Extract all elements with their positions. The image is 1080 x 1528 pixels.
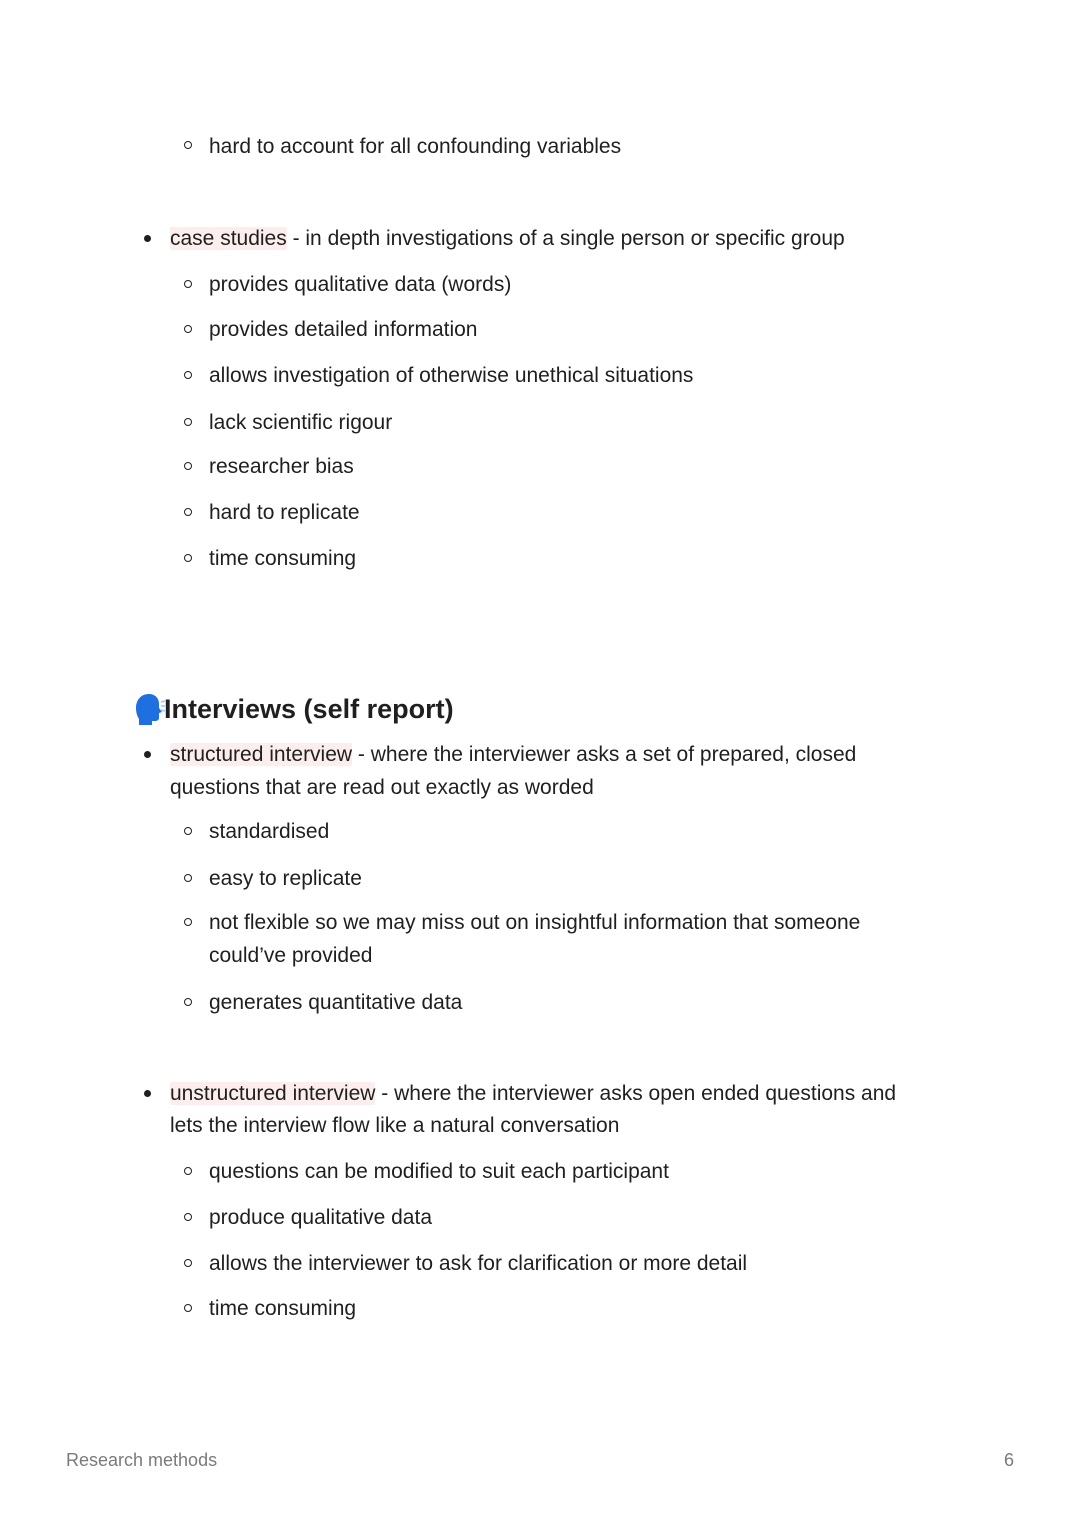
section-heading: Interviews (self report) [164, 694, 454, 724]
sub-bullet-icon [184, 1259, 192, 1267]
list-item: allows the interviewer to ask for clarification or more detail [209, 1252, 748, 1275]
list-item: standardised [209, 820, 330, 843]
structured-definition [170, 738, 856, 771]
sub-bullet-icon [184, 1213, 192, 1221]
list-item: time consuming [209, 547, 357, 570]
bullet-icon [144, 235, 151, 242]
sub-bullet-icon [184, 462, 192, 470]
list-item: time consuming [209, 1297, 357, 1320]
sub-bullet-icon [184, 998, 192, 1006]
case-studies-definition [170, 222, 845, 255]
list-item: questions can be modified to suit each participant [209, 1160, 669, 1183]
sub-bullet-icon [184, 325, 192, 333]
unstructured-interview-term: unstructured interview [170, 1082, 376, 1105]
case-studies-term: case studies [170, 227, 287, 250]
sub-bullet-icon [184, 918, 192, 926]
sub-bullet-icon [184, 1167, 192, 1175]
definition-continuation: lets the interview flow like a natural conversation [170, 1114, 620, 1137]
sub-bullet-icon [184, 827, 192, 835]
sub-bullet-icon [184, 418, 192, 426]
list-item: allows investigation of otherwise unethical situations [209, 364, 694, 387]
page-number: 6 [1003, 1450, 1014, 1470]
list-item: provides detailed information [209, 318, 478, 341]
sub-bullet-icon [184, 554, 192, 562]
list-item: produce qualitative data [209, 1206, 432, 1229]
unstructured-definition [170, 1077, 896, 1110]
bullet-icon [144, 1090, 151, 1097]
definition-continuation: questions that are read out exactly as worded [170, 776, 594, 799]
list-item: provides qualitative data (words) [209, 273, 512, 296]
sub-bullet-icon [184, 1304, 192, 1312]
sub-bullet-icon [184, 508, 192, 516]
definition-text: - where the interviewer asks open ended questions and [375, 1082, 897, 1105]
list-item-continuation: could’ve provided [209, 944, 373, 967]
definition-text: - where the interviewer asks a set of prepared, closed [352, 743, 857, 766]
definition-text: - in depth investigations of a single person or specific group [286, 227, 845, 250]
sub-bullet-icon [184, 280, 192, 288]
sub-bullet-icon [184, 141, 192, 149]
list-item: not flexible so we may miss out on insightful information that someone [209, 911, 861, 934]
list-item: hard to replicate [209, 501, 360, 524]
speaking-head-icon [130, 692, 166, 726]
footer-title: Research methods [66, 1450, 218, 1470]
structured-interview-term: structured interview [170, 743, 353, 766]
list-item: researcher bias [209, 455, 354, 478]
sub-bullet-icon [184, 874, 192, 882]
bullet-icon [144, 751, 151, 758]
list-item: hard to account for all confounding variables [209, 135, 622, 158]
sub-bullet-icon [184, 371, 192, 379]
list-item: generates quantitative data [209, 991, 463, 1014]
list-item: easy to replicate [209, 867, 362, 890]
list-item: lack scientific rigour [209, 411, 393, 434]
